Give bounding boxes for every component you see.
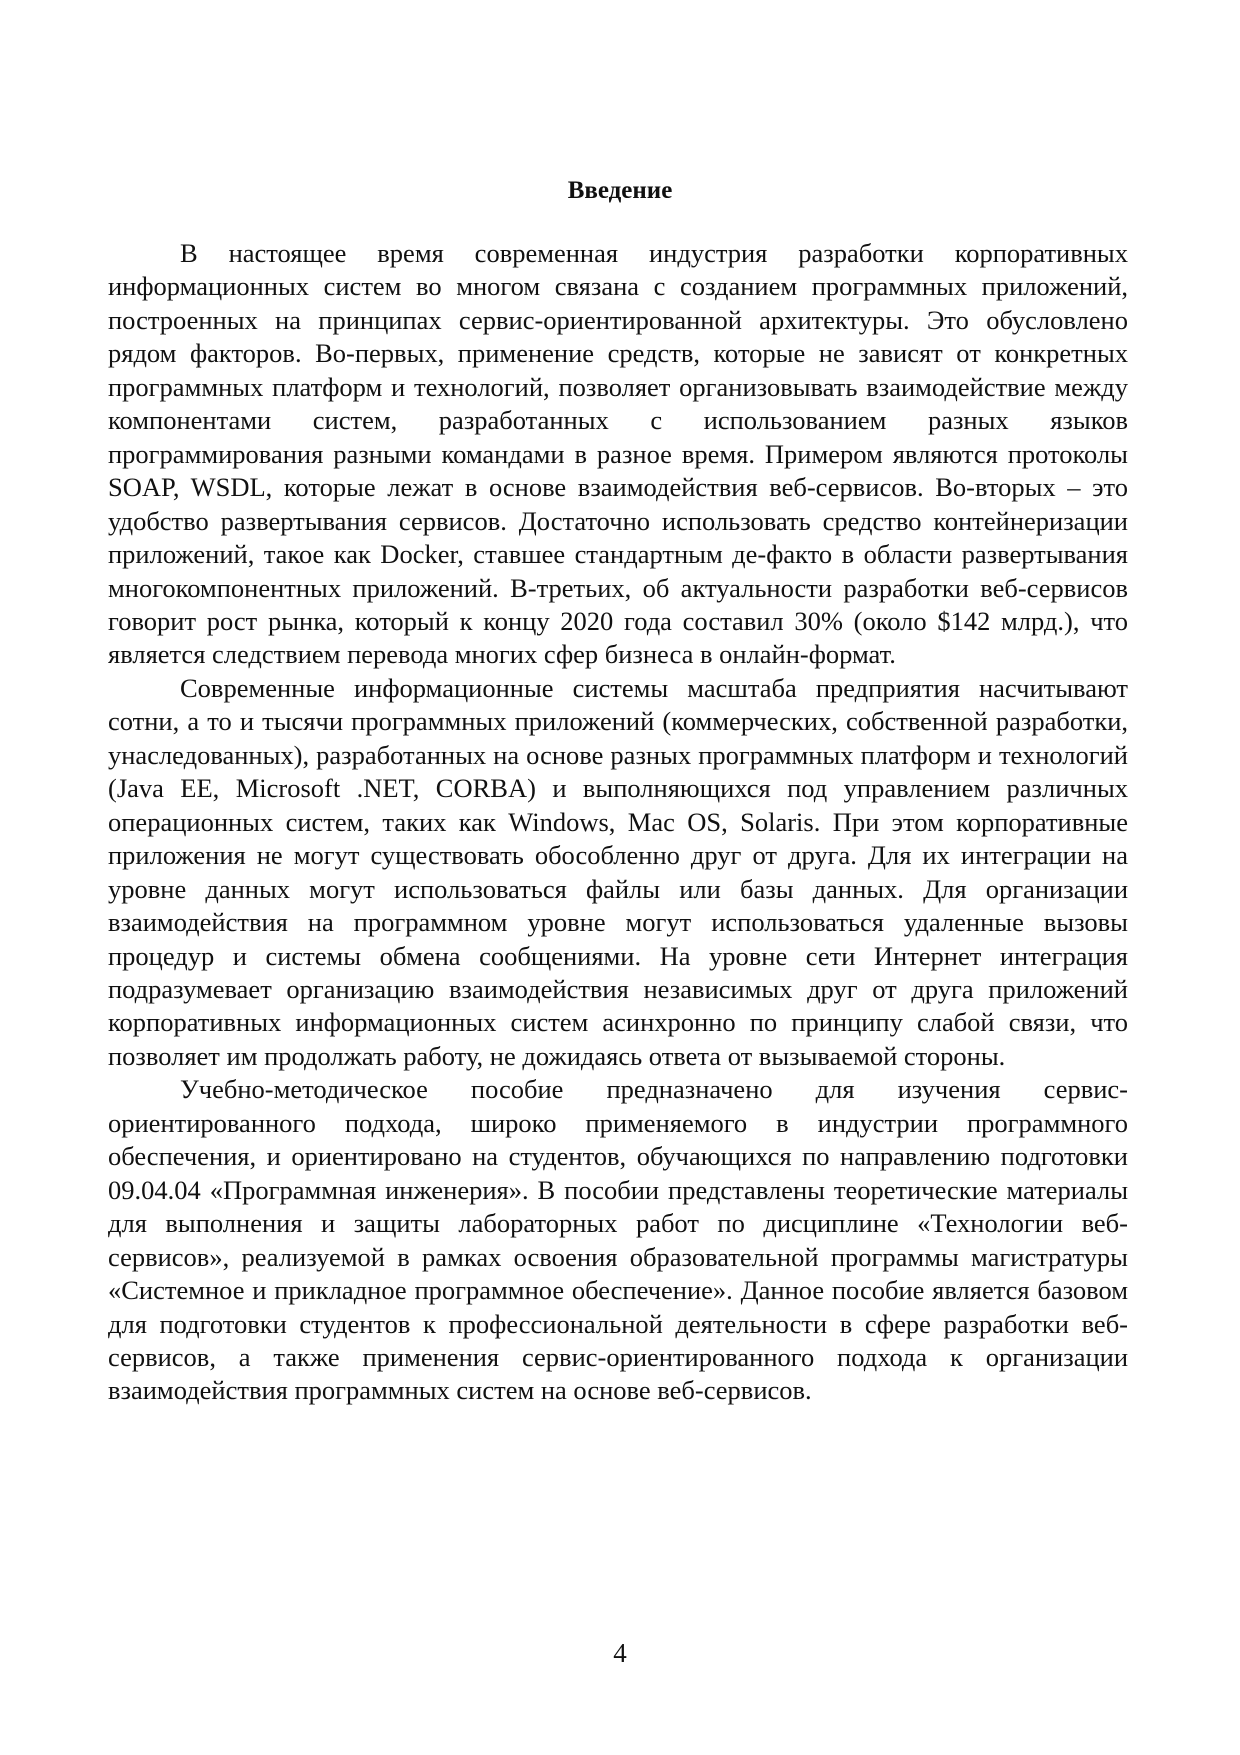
body-text <box>108 237 1128 1408</box>
page-number: 4 <box>613 1638 627 1668</box>
paragraph-enterprise-systems: Современные информационные системы масштаба предприятия насчитывают сотни, а то и тысячи программных приложений (коммерческих, собственной разработки, унаследованных), разработанных на основе разных программных платформ и технологий (Java EE, Microsoft .NET, CORBA) и выполняющихся под управлением различных операционных систем, таких как Windows, Mac OS, Solaris. При этом корпоративные приложения не могут существовать обособленно друг от друга. Для их интеграции на уровне данных могут использоваться файлы или базы данных. Для организации взаимодействия на программном уровне могут использоваться удаленные вызовы процедур и системы обмена сообщениями. На уровне сети Интернет интеграция подразумевает организацию взаимодействия независимых друг от друга приложений корпоративных информационных систем асинхронно по принципу слабой связи, что позволяет им продолжать работу, не дожидаясь ответа от вызываемой стороны. <box>108 672 1128 1071</box>
paragraph-intro: В настоящее время современная индустрия разработки корпоративных информационных систем во многом связана с созданием программных приложений, построенных на принципах сервис-ориентированной архитектуры. Это обусловлено рядом факторов. Во-первых, применение средств, которые не зависят от конкретных программных платформ и технологий, позволяет организовывать взаимодействие между компонентами систем, разработанных с использованием разных языков программирования разными командами в разное время. Примером являются протоколы SOAP, WSDL, которые лежат в основе взаимодействия веб-сервисов. Во-вторых – это удобство развертывания сервисов. Достаточно использовать средство контейнеризации приложений, такое как Docker, ставшее стандартным де-факто в области развертывания многокомпонентных приложений. В-третьих, об актуальности разработки веб-сервисов говорит рост рынка, который к концу 2020 года составил 30% (около $142 млрд.), что является следствием перевода многих сфер бизнеса в онлайн-формат. <box>108 238 1128 670</box>
paragraph-manual-purpose: Учебно-методическое пособие предназначено для изучения сервис-ориентированного подхода, широко применяемого в индустрии программного обеспечения, и ориентировано на студентов, обучающихся по направлению подготовки 09.04.04 «Программная инженерия». В пособии представлены теоретические материалы для выполнения и защиты лабораторных работ по дисциплине «Технологии веб-сервисов», реализуемой в рамках освоения образовательной программы магистратуры «Системное и прикладное программное обеспечение». Данное пособие является базовом для подготовки студентов к профессиональной деятельности в сфере разработки веб-сервисов, а также применения сервис-ориентированного подхода к организации взаимодействия программных систем на основе веб-сервисов. <box>108 1074 1128 1406</box>
section-heading: Введение <box>567 177 673 204</box>
